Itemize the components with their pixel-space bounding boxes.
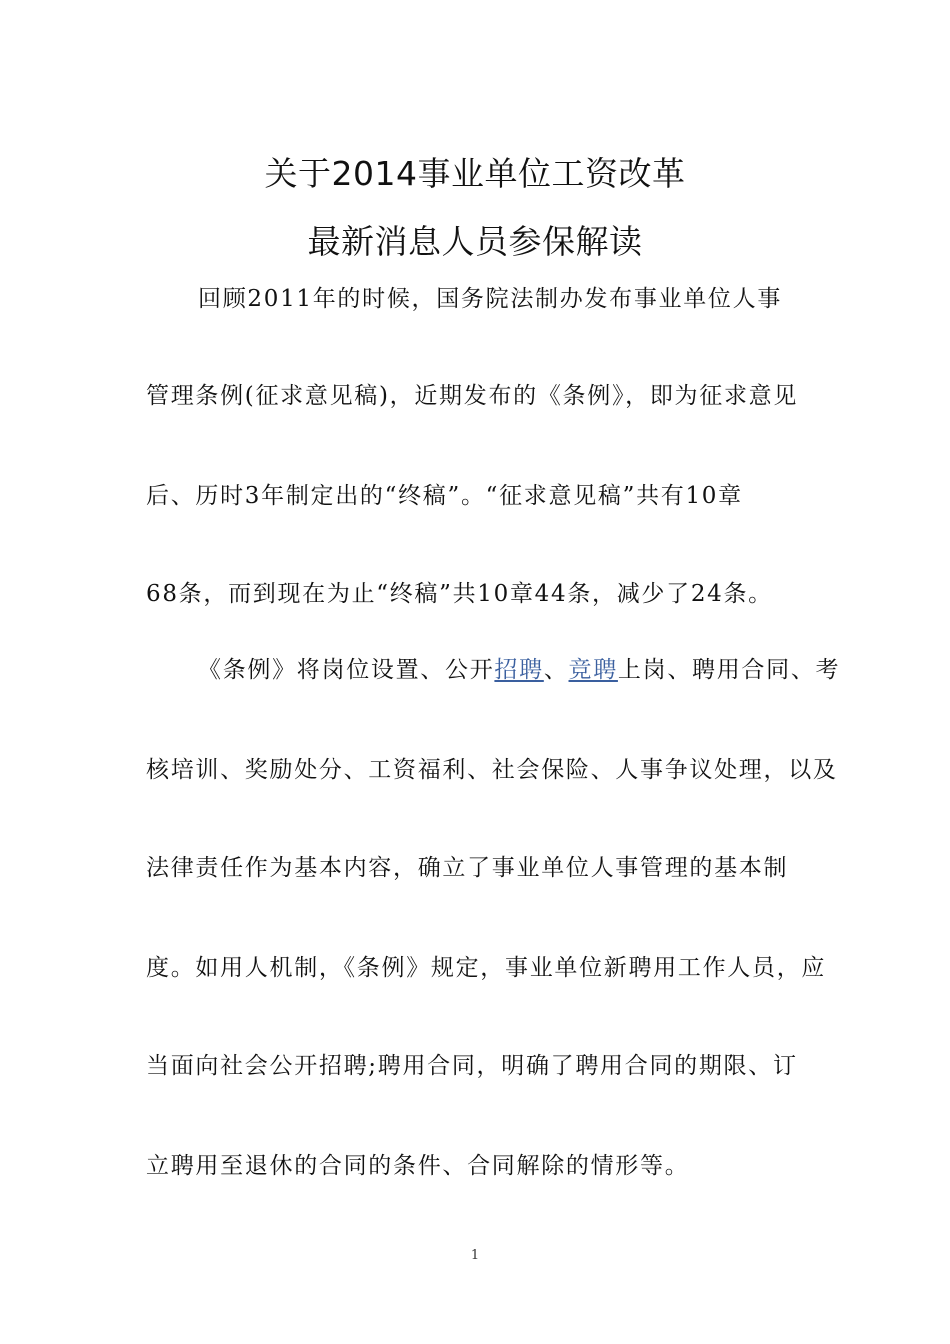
document-title-line-1: 关于2014事业单位工资改革 (264, 154, 686, 193)
paragraph-1-line-2: 管理条例(征求意见稿)，近期发布的《条例》，即为征求意见 (146, 383, 799, 409)
paragraph-1-line-1: 回顾2011年的时候，国务院法制办发布事业单位人事 (198, 286, 783, 312)
paragraph-1-line-4: 68条，而到现在为止“终稿”共10章44条，减少了24条。 (146, 581, 773, 607)
paragraph-1-line-3: 后、历时3年制定出的“终稿”。“征求意见稿”共有10章 (146, 483, 743, 509)
page-number: 1 (470, 1248, 480, 1263)
paragraph-2-line-1-end: 上岗、聘用合同、考 (617, 657, 841, 683)
link-separator: 、 (543, 657, 569, 683)
paragraph-2-line-3: 法律责任作为基本内容，确立了事业单位人事管理的基本制 (146, 855, 789, 881)
paragraph-2-line-6: 立聘用至退休的合同的条件、合同解除的情形等。 (146, 1153, 690, 1179)
competitive-recruitment-link[interactable]: 竞聘 (568, 657, 618, 683)
paragraph-2-line-4: 度。如用人机制，《条例》规定，事业单位新聘用工作人员，应 (146, 955, 827, 981)
paragraph-2-line-1-start: 《条例》将岗位设置、公开 (198, 657, 495, 683)
paragraph-2-line-5: 当面向社会公开招聘;聘用合同，明确了聘用合同的期限、订 (146, 1053, 798, 1079)
paragraph-2-line-2: 核培训、奖励处分、工资福利、社会保险、人事争议处理，以及 (146, 757, 838, 783)
paragraph-2-line-1 (198, 655, 841, 685)
recruitment-link[interactable]: 招聘 (494, 657, 544, 683)
document-title-line-2: 最新消息人员参保解读 (307, 222, 643, 261)
